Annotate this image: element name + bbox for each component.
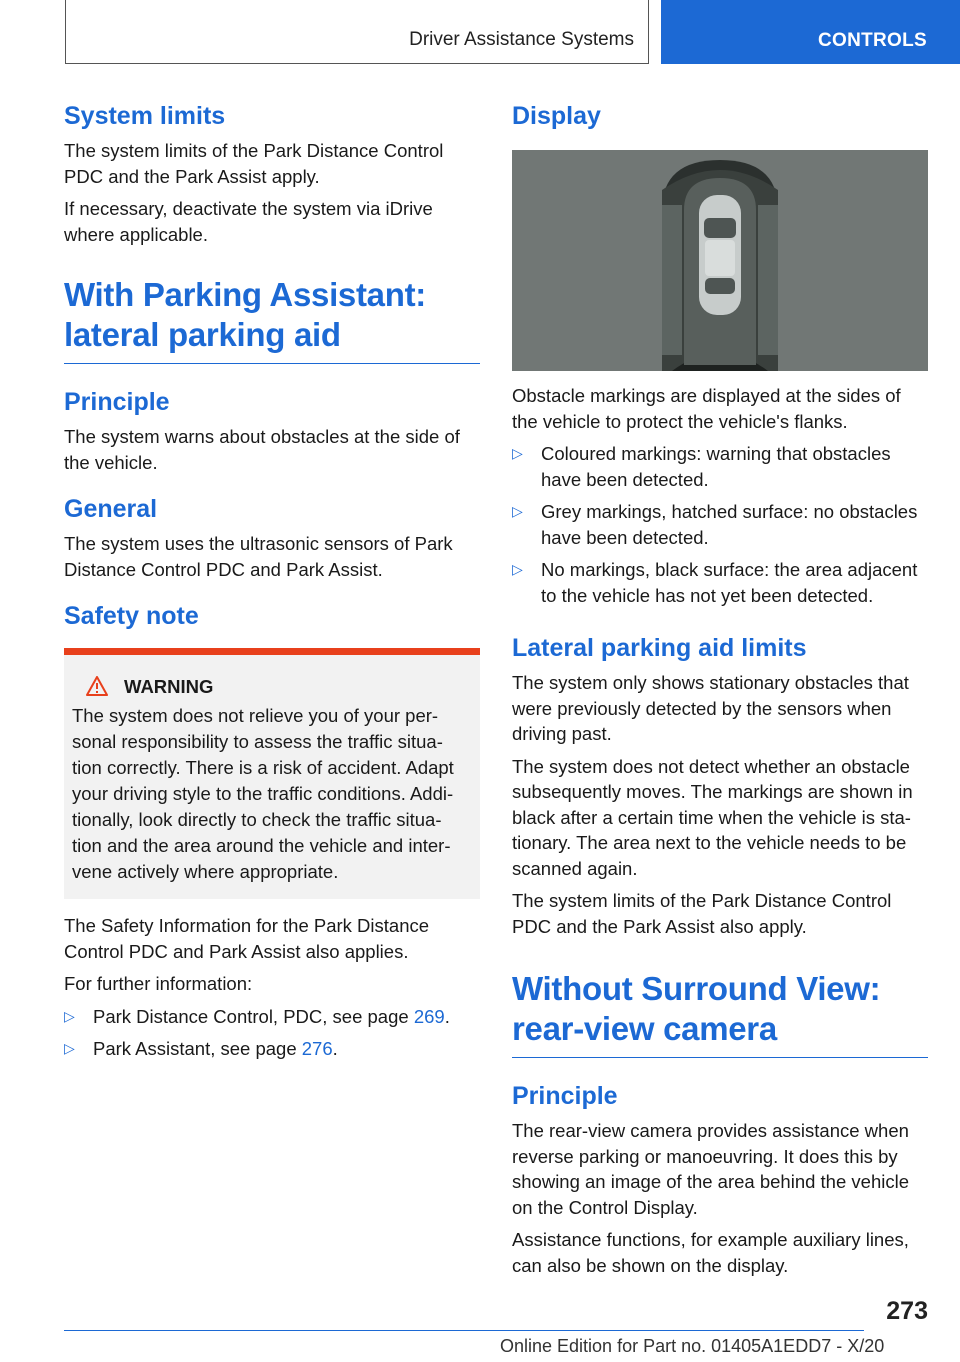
page-number: 273 <box>886 1297 928 1325</box>
bullet-text: No markings, black surface: the area adjacent to the vehicle has not yet been detected. <box>541 559 918 606</box>
lateral-heading-line-2: lateral parking aid <box>64 316 341 353</box>
lateral-parking-aid-heading <box>64 275 480 364</box>
warning-line: vene actively where appropriate. <box>72 861 339 882</box>
camera-principle-text-1: The rear-view camera provides assistance when reverse parking or manoeuvring. It does this by showing an image of the area behind the vehicle on the Control Display. <box>512 1120 909 1218</box>
bullet-text: Coloured markings: warning that obstacles have been detected. <box>541 443 891 490</box>
general-heading: General <box>64 495 158 523</box>
header-section-title: Driver Assistance Systems <box>409 29 634 50</box>
limits-text-2: The system does not detect whether an obstacle subsequently moves. The markings are shown in black after a certain time when the vehicle is sta-tionary. The area next to the vehicle needs to be scanned again. <box>512 755 913 879</box>
warning-label: WARNING <box>124 676 214 697</box>
lateral-parking-display-image <box>512 150 928 371</box>
rear-view-camera-heading <box>512 969 928 1058</box>
footer-edition: Online Edition for Part no. 01405A1EDD7 - X/20 <box>500 1336 885 1356</box>
page-link-269[interactable]: 269 <box>413 1005 445 1027</box>
bullet-triangle-icon: ▷ <box>512 503 523 519</box>
display-heading: Display <box>512 102 601 130</box>
warning-header <box>72 675 470 699</box>
system-limits-text-2: If necessary, deactivate the system via iDrive where applicable. <box>64 198 433 245</box>
bullet-triangle-icon: ▷ <box>512 561 523 577</box>
warning-box <box>64 648 480 899</box>
warning-line: tion and the area around the vehicle and inter- <box>72 835 451 856</box>
limits-text-1: The system only shows stationary obstacles that were previously detected by the sensors when driving past. <box>512 672 909 744</box>
bullet-triangle-icon: ▷ <box>64 1040 75 1056</box>
reference-end: . <box>332 1038 338 1059</box>
camera-principle-text-2: Assistance functions, for example auxiliary lines, can also be shown on the display. <box>512 1229 909 1276</box>
warning-line: your driving style to the traffic conditions. Addi- <box>72 783 454 804</box>
bullet-text: Grey markings, hatched surface: no obstacles have been detected. <box>541 501 918 548</box>
further-info-text: For further information: <box>64 973 253 994</box>
principle-heading: Principle <box>64 388 170 416</box>
warning-line: tion correctly. There is a risk of accident. Adapt <box>72 757 454 778</box>
reference-item <box>64 1036 480 1062</box>
lateral-limits-heading: Lateral parking aid limits <box>512 634 807 662</box>
bullet-triangle-icon: ▷ <box>64 1007 75 1024</box>
camera-heading-line-2: rear-view camera <box>512 1010 777 1047</box>
footer-divider <box>64 1330 864 1331</box>
reference-text: Park Assistant, see page <box>93 1038 302 1059</box>
camera-principle-heading: Principle <box>512 1082 618 1110</box>
car-top-view-illustration <box>512 150 928 371</box>
warning-line: tionally, look directly to check the traffic situa- <box>72 809 442 830</box>
safety-note-heading: Safety note <box>64 602 199 630</box>
page-link-276[interactable]: 276 <box>301 1038 333 1059</box>
system-limits-text-1: The system limits of the Park Distance Control PDC and the Park Assist apply. <box>64 140 444 187</box>
reference-item <box>64 1004 480 1030</box>
principle-text: The system warns about obstacles at the side of the vehicle. <box>64 426 460 473</box>
warning-line: The system does not relieve you of your per- <box>72 705 439 726</box>
left-column <box>64 100 480 1069</box>
reference-text: Park Distance Control, PDC, see page <box>93 1005 414 1027</box>
limits-text-3: The system limits of the Park Distance Control PDC and the Park Assist also apply. <box>512 890 892 937</box>
warning-line: sonal responsibility to assess the traffic situa- <box>72 731 443 752</box>
display-bullet <box>512 499 928 550</box>
system-limits-heading: System limits <box>64 102 226 130</box>
display-bullet <box>512 557 928 608</box>
right-column <box>512 100 928 1285</box>
header-section-box <box>65 0 649 64</box>
warning-text <box>72 703 470 885</box>
display-text: Obstacle markings are displayed at the sides of the vehicle to protect the vehicle's flanks. <box>512 385 901 432</box>
header-chapter-tab <box>661 0 960 64</box>
bullet-triangle-icon: ▷ <box>512 445 523 461</box>
safety-info-text: The Safety Information for the Park Distance Control PDC and Park Assist also applies. <box>64 915 430 962</box>
display-bullet <box>512 441 928 492</box>
general-text: The system uses the ultrasonic sensors of Park Distance Control PDC and Park Assist. <box>64 533 453 580</box>
warning-triangle-icon <box>86 676 108 696</box>
reference-end: . <box>444 1005 450 1027</box>
header-chapter-label: CONTROLS <box>817 30 927 51</box>
camera-heading-line-1: Without Surround View: <box>512 970 881 1007</box>
lateral-heading-line-1: With Parking Assistant: <box>64 276 426 313</box>
